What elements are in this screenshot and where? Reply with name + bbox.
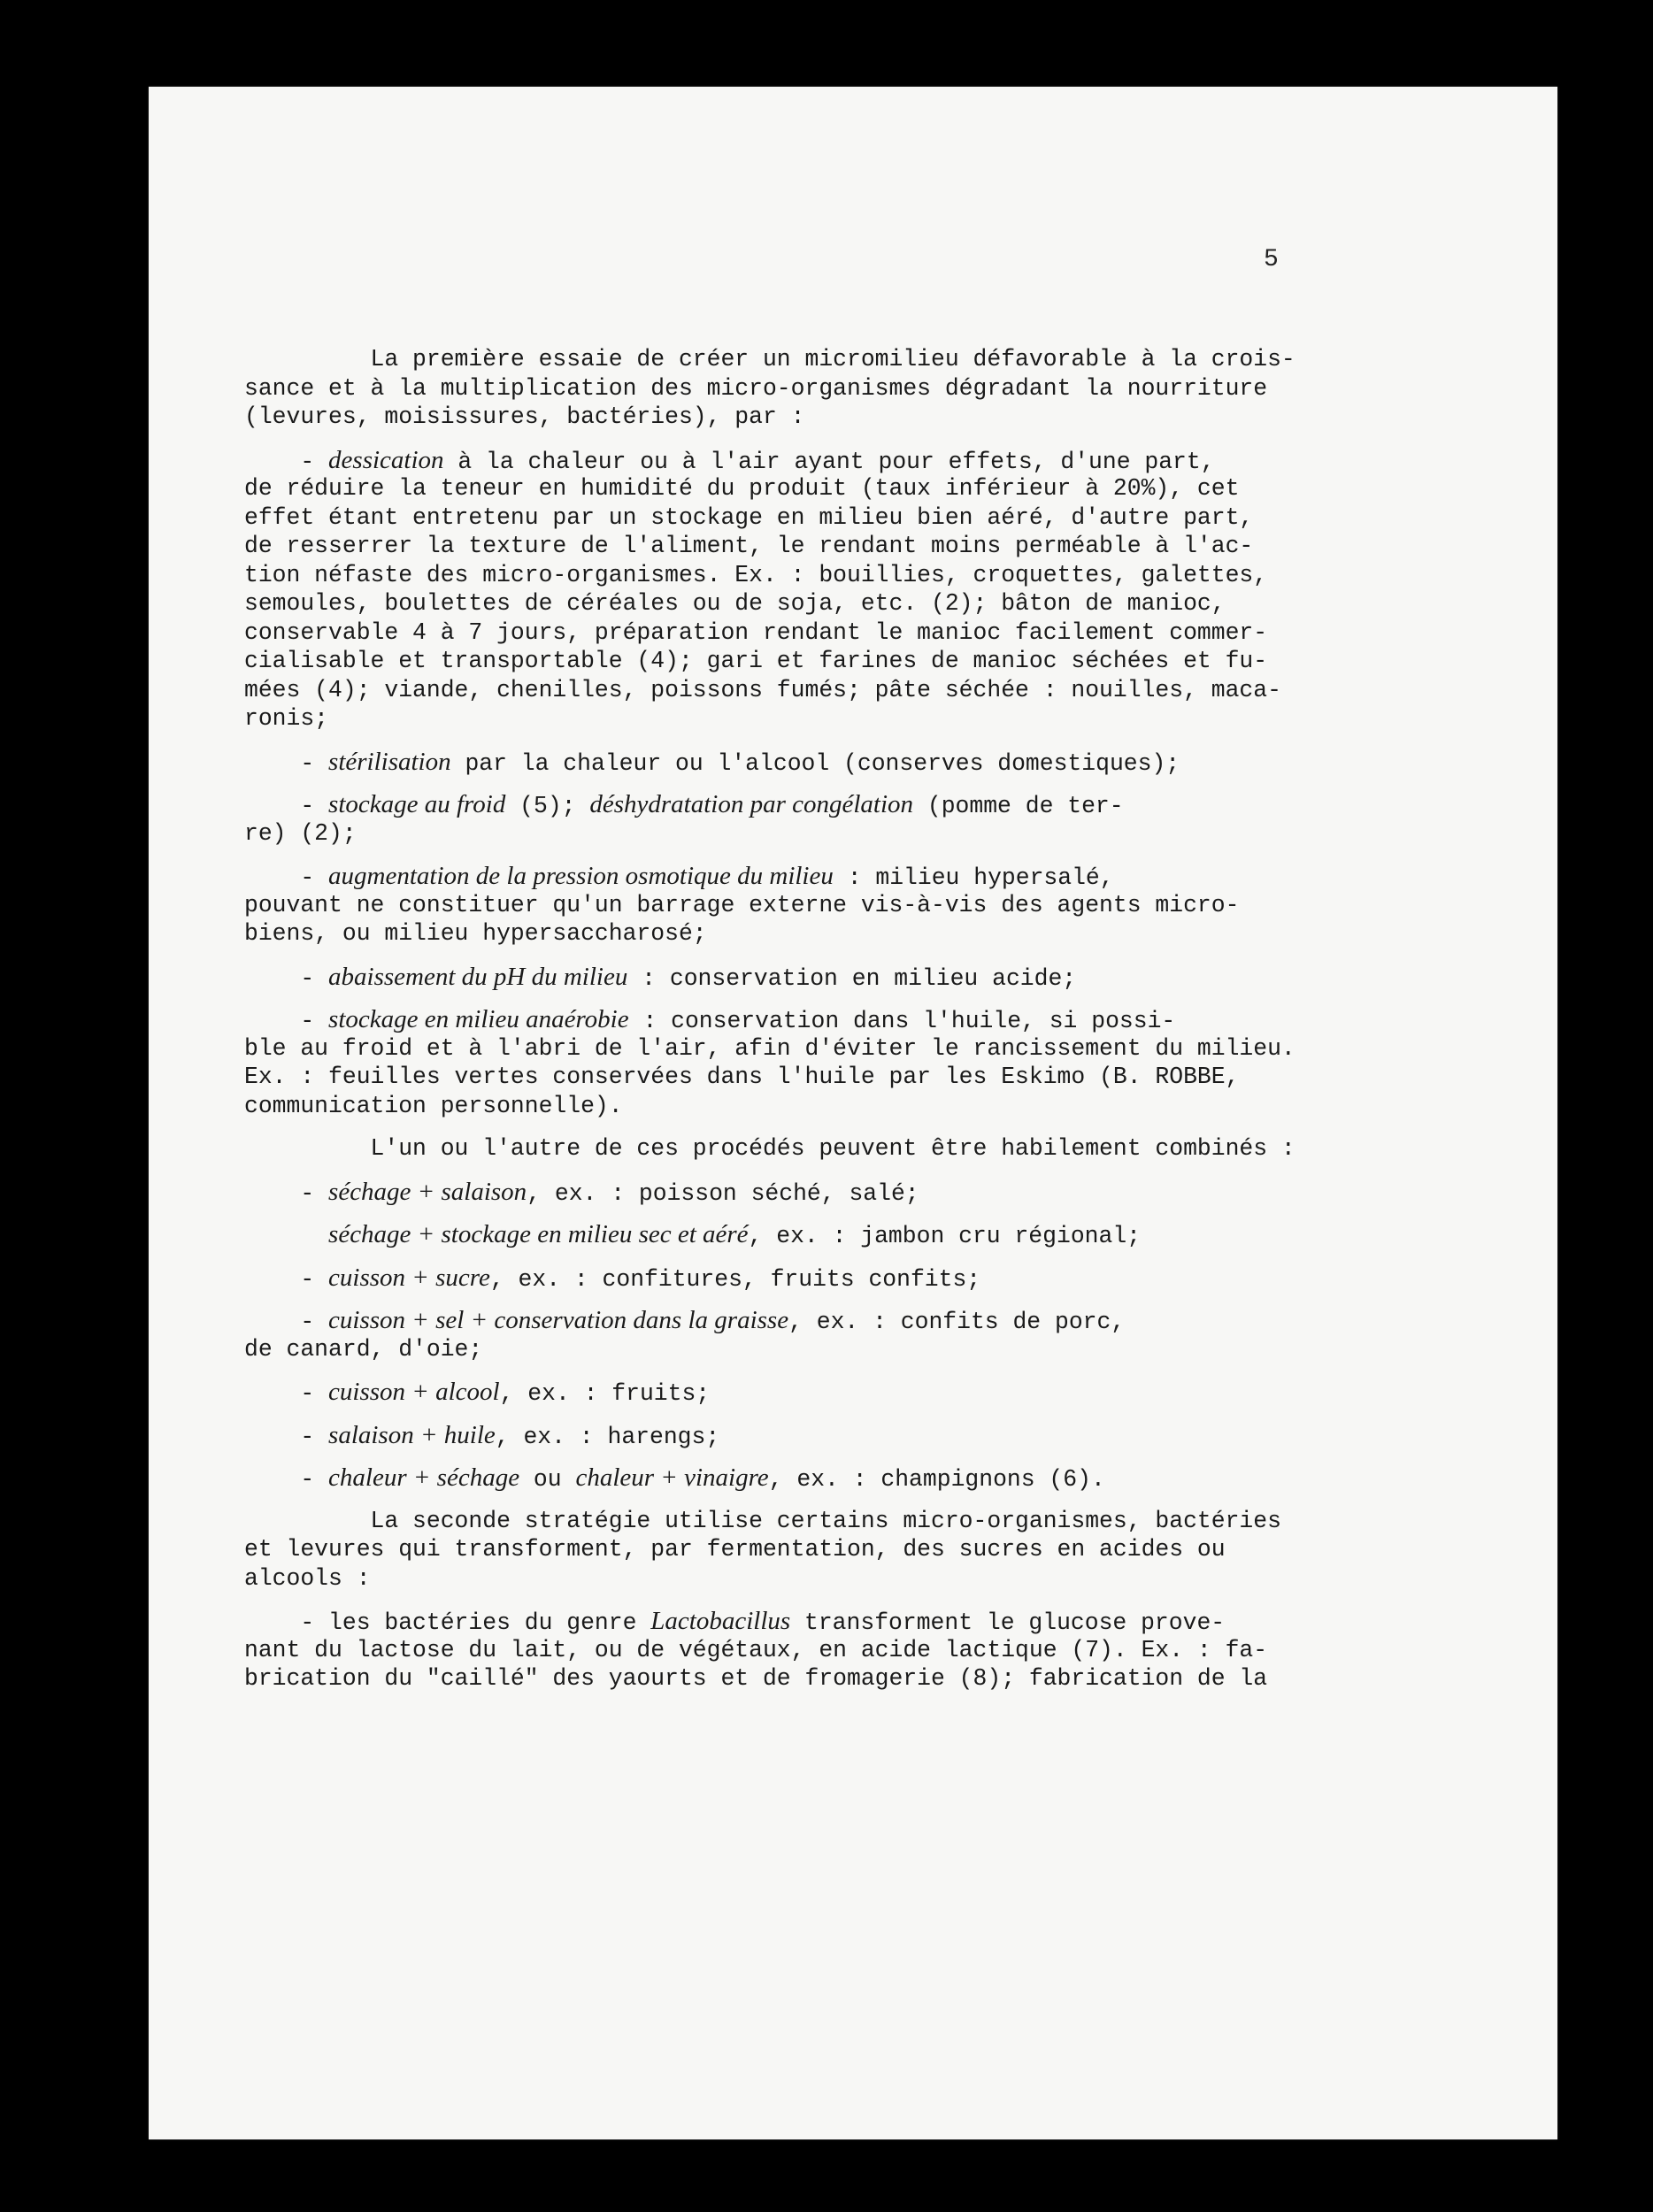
text-line: [244, 1564, 1359, 1594]
text-line: [244, 1134, 1359, 1164]
text-run: de canard, d'oie;: [244, 1335, 483, 1363]
text-line: [244, 647, 1359, 676]
text-line: [244, 345, 1359, 374]
text-run: , ex. : confitures, fruits confits;: [489, 1265, 981, 1293]
text-line: [244, 1421, 1359, 1450]
text-line: [244, 963, 1359, 992]
text-line: [244, 891, 1359, 920]
paragraph-gap: [244, 432, 1359, 446]
text-line: [244, 474, 1359, 503]
text-run: de resserrer la texture de l'aliment, le rendant moins perméable à l'ac-: [244, 533, 1254, 559]
text-line: [244, 532, 1359, 561]
text-line: [244, 748, 1359, 777]
paragraph-gap: [244, 733, 1359, 748]
text-run: -: [244, 1466, 329, 1493]
text-line: [244, 1607, 1359, 1636]
text-run: semoules, boulettes de céréales ou de soja, etc. (2); bâton de manioc,: [244, 590, 1226, 617]
body-text: [244, 345, 1359, 1694]
paragraph-gap: [244, 991, 1359, 1005]
text-line: [244, 589, 1359, 618]
text-run: - les bactéries du genre: [244, 1609, 651, 1636]
text-run: -: [244, 1380, 329, 1407]
text-run: , ex. : fruits;: [499, 1380, 711, 1407]
text-run: -: [244, 793, 329, 819]
text-run: La seconde stratégie utilise certains micro-organismes, bactéries: [244, 1507, 1281, 1534]
text-line: [244, 374, 1359, 403]
text-line: [244, 1636, 1359, 1665]
text-run: : conservation en milieu acide;: [627, 964, 1077, 992]
paragraph-gap: [244, 776, 1359, 790]
italic-term: chaleur + vinaigre: [575, 1463, 769, 1492]
italic-term: cuisson + alcool: [328, 1378, 500, 1406]
text-line: [244, 790, 1359, 819]
text-run: tion néfaste des micro-organismes. Ex. : bouillies, croquettes, galettes,: [244, 561, 1268, 588]
text-line: [244, 503, 1359, 533]
text-line: [244, 1664, 1359, 1694]
italic-term: abaissement du pH du milieu: [328, 962, 628, 991]
text-line: [244, 1178, 1359, 1207]
paragraph-gap: [244, 848, 1359, 862]
paragraph-gap: [244, 1449, 1359, 1463]
text-line: [244, 1378, 1359, 1407]
italic-term: stockage en milieu anaérobie: [328, 1005, 629, 1033]
text-run: -: [244, 1309, 329, 1335]
text-run: pouvant ne constituer qu'un barrage externe vis-à-vis des agents micro-: [244, 891, 1240, 918]
italic-term: Lactobacillus: [650, 1607, 791, 1635]
text-run: mées (4); viande, chenilles, poissons fumés; pâte séchée : nouilles, maca-: [244, 676, 1281, 703]
italic-term: déshydratation par congélation: [589, 790, 914, 818]
text-run: (levures, moisissures, bactéries), par :: [244, 403, 805, 430]
text-run: -: [244, 964, 329, 992]
italic-term: stérilisation: [328, 747, 451, 776]
text-line: [244, 704, 1359, 733]
text-line: [244, 1306, 1359, 1335]
text-line: [244, 1507, 1359, 1536]
text-run: communication personnelle).: [244, 1092, 623, 1119]
text-line: [244, 1063, 1359, 1092]
paragraph-gap: [244, 1120, 1359, 1134]
text-line: [244, 618, 1359, 648]
text-line: [244, 1220, 1359, 1249]
text-run: : milieu hypersalé,: [833, 864, 1114, 891]
text-run: La première essaie de créer un micromilieu défavorable à la crois-: [244, 346, 1295, 373]
text-run: -: [244, 1008, 329, 1034]
italic-term: salaison + huile: [328, 1420, 496, 1449]
paragraph-gap: [244, 1593, 1359, 1607]
text-run: , ex. : champignons (6).: [768, 1466, 1105, 1493]
text-run: : conservation dans l'huile, si possi-: [628, 1008, 1176, 1034]
text-run: L'un ou l'autre de ces procédés peuvent être habilement combinés :: [244, 1135, 1295, 1162]
page-number: 5: [1264, 246, 1279, 273]
italic-term: dessication: [328, 445, 444, 474]
text-run: nant du lactose du lait, ou de végétaux, en acide lactique (7). Ex. : fa-: [244, 1636, 1268, 1663]
text-run: par la chaleur ou l'alcool (conserves domestiques);: [450, 749, 1180, 777]
text-run: (pomme de ter-: [913, 793, 1124, 819]
text-run: -: [244, 864, 329, 891]
italic-term: séchage + salaison: [328, 1177, 527, 1206]
text-line: [244, 1335, 1359, 1364]
text-line: [244, 403, 1359, 432]
paragraph-gap: [244, 1292, 1359, 1306]
text-run: transforment le glucose prove-: [790, 1609, 1226, 1636]
text-run: -: [244, 749, 329, 777]
text-run: brication du "caillé" des yaourts et de fromagerie (8); fabrication de la: [244, 1665, 1268, 1692]
text-run: , ex. : jambon cru régional;: [748, 1223, 1141, 1249]
text-run: Ex. : feuilles vertes conservées dans l'huile par les Eskimo (B. ROBBE,: [244, 1064, 1240, 1090]
text-line: [244, 919, 1359, 949]
text-line: [244, 676, 1359, 705]
text-run: , ex. : harengs;: [495, 1423, 720, 1450]
text-run: à la chaleur ou à l'air ayant pour effets, d'une part,: [443, 448, 1215, 475]
text-run: alcools :: [244, 1564, 371, 1592]
text-run: , ex. : confits de porc,: [788, 1309, 1126, 1335]
text-run: sance et à la multiplication des micro-organismes dégradant la nourriture: [244, 374, 1268, 402]
text-line: [244, 1092, 1359, 1121]
italic-term: stockage au froid: [328, 790, 506, 818]
paragraph-gap: [244, 1249, 1359, 1263]
italic-term: séchage + stockage en milieu sec et aéré: [328, 1220, 749, 1248]
italic-term: chaleur + séchage: [328, 1463, 520, 1492]
text-run: de réduire la teneur en humidité du produit (taux inférieur à 20%), cet: [244, 475, 1240, 502]
text-run: -: [244, 1179, 329, 1207]
text-run: -: [244, 1265, 329, 1293]
text-line: [244, 862, 1359, 891]
italic-term: cuisson + sel + conservation dans la graisse: [328, 1306, 789, 1334]
text-run: et levures qui transforment, par fermentation, des sucres en acides ou: [244, 1536, 1226, 1563]
text-run: (5);: [505, 793, 590, 819]
text-run: [244, 1223, 328, 1249]
italic-term: augmentation de la pression osmotique du milieu: [328, 862, 834, 890]
text-run: cialisable et transportable (4); gari et farines de manioc séchées et fu-: [244, 648, 1268, 674]
text-line: [244, 1263, 1359, 1293]
text-run: -: [244, 1423, 329, 1450]
paragraph-gap: [244, 1493, 1359, 1507]
text-line: [244, 819, 1359, 849]
text-run: ble au froid et à l'abri de l'air, afin d'éviter le rancissement du milieu.: [244, 1034, 1295, 1062]
italic-term: cuisson + sucre: [328, 1263, 490, 1292]
text-line: [244, 1535, 1359, 1564]
text-run: biens, ou milieu hypersaccharosé;: [244, 920, 707, 947]
paragraph-gap: [244, 1407, 1359, 1421]
text-line: [244, 561, 1359, 590]
text-run: , ex. : poisson séché, salé;: [527, 1179, 919, 1207]
text-run: ou: [519, 1466, 576, 1493]
paragraph-gap: [244, 949, 1359, 963]
paragraph-gap: [244, 1363, 1359, 1378]
text-run: effet étant entretenu par un stockage en milieu bien aéré, d'autre part,: [244, 503, 1254, 531]
text-line: [244, 1034, 1359, 1064]
paragraph-gap: [244, 1164, 1359, 1178]
text-run: conservable 4 à 7 jours, préparation rendant le manioc facilement commer-: [244, 618, 1268, 646]
text-line: [244, 1463, 1359, 1493]
paragraph-gap: [244, 1206, 1359, 1220]
text-line: [244, 446, 1359, 475]
text-run: re) (2);: [244, 819, 357, 847]
text-run: ronis;: [244, 705, 329, 732]
text-line: [244, 1005, 1359, 1034]
text-run: -: [244, 448, 329, 475]
